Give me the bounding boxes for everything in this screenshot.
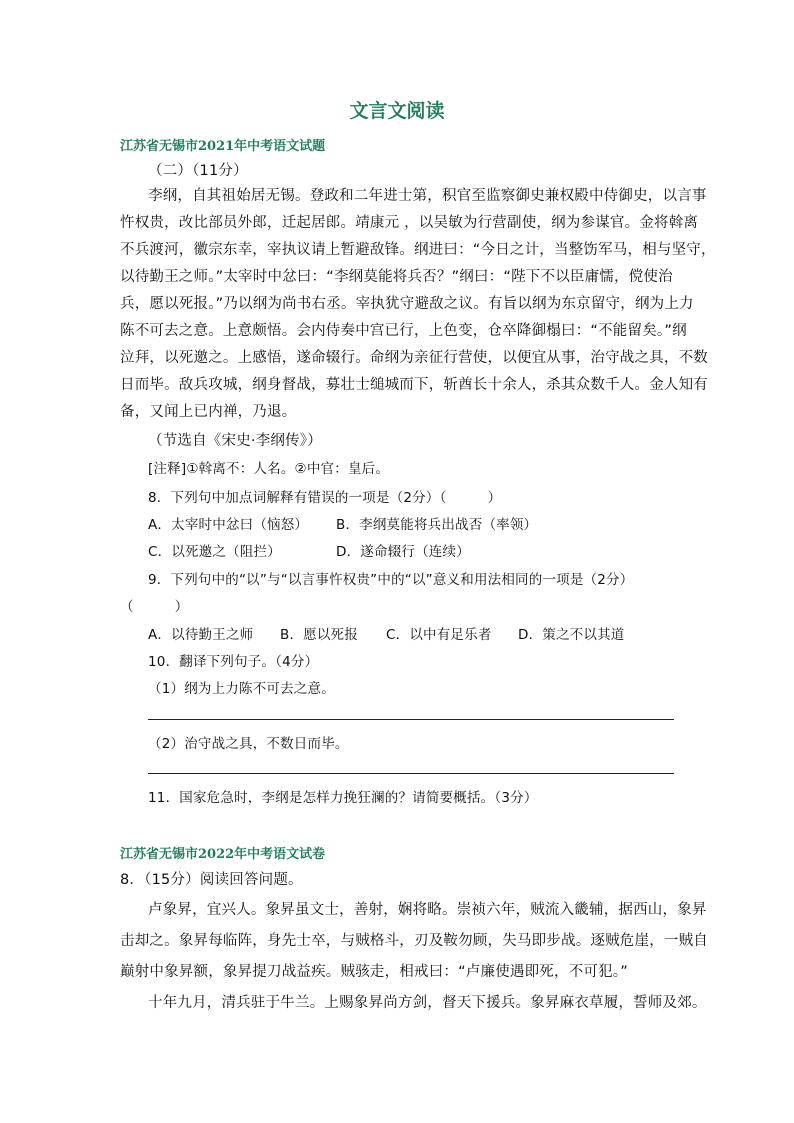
passage-line: 兵，愿以死报。”乃以纲为尚书右丞。宰执犹守避敌之议。有旨以纲为东京留守，纲为上力 bbox=[120, 296, 694, 312]
answer-paren: （ ） bbox=[120, 599, 189, 615]
section-heading: （二）（11分） bbox=[148, 163, 248, 179]
passage-line: 不兵渡河，徽宗东幸，宰执议请上暂避敌锋。纲进曰：“今日之计，当整饬军马，相与坚守， bbox=[120, 242, 716, 258]
passage-line: 陈不可去之意。上意颇悟。会内侍奏中宫已行，上色变，仓卒降御榻曰：“不能留矣。”纲 bbox=[120, 323, 687, 339]
translate-sentence-1: （1）纲为上力陈不可去之意。 bbox=[148, 681, 335, 697]
option-b: B．愿以死报 bbox=[280, 627, 358, 643]
section-heading: 8．（15分）阅读回答问题。 bbox=[120, 872, 303, 888]
question-8: 8．下列句中加点词解释有错误的一项是（2分）（ ） bbox=[148, 490, 502, 506]
question-9: 9．下列句中的“以”与“以言事忤权贵”中的“以”意义和用法相同的一项是（2分） bbox=[148, 572, 634, 588]
page-title: 文言文阅读 bbox=[349, 100, 445, 122]
option-c: C．以中有足乐者 bbox=[386, 627, 492, 643]
notes: [注释]①斡离不：人名。②中官：皇后。 bbox=[148, 461, 390, 477]
passage-line: 巅射中象昇额，象昇提刀战益疾。贼骇走，相戒曰：“卢廉使遇即死，不可犯。” bbox=[120, 964, 628, 980]
citation: （节选自《宋史·李纲传》） bbox=[148, 433, 322, 449]
passage-line: 击却之。象昇每临阵，身先士卒，与贼格斗，刃及鞍勿顾，失马即步战。逐贼危崖，一贼自 bbox=[120, 933, 708, 949]
question-10: 10．翻译下列句子。（4分） bbox=[148, 654, 319, 670]
passage-line: 泣拜，以死邀之。上感悟，遂命辍行。命纲为亲征行营使，以便宜从事，治守战之具，不数 bbox=[120, 350, 708, 366]
answer-line bbox=[148, 719, 674, 720]
option-c: C．以死邀之（阻拦） bbox=[148, 544, 281, 560]
option-a: A．以待勤王之师 bbox=[148, 627, 254, 643]
translate-sentence-2: （2）治守战之具，不数日而毕。 bbox=[148, 736, 349, 752]
section-source: 江苏省无锡市2022年中考语文试卷 bbox=[120, 847, 326, 862]
option-a: A．太宰时中忿曰（恼怒） bbox=[148, 517, 309, 533]
answer-line bbox=[148, 773, 674, 774]
passage-line: 卢象昇，宜兴人。象昇虽文士，善射，娴将略。崇祯六年，贼流入畿辅，据西山，象昇 bbox=[148, 902, 707, 918]
option-d: D．遂命辍行（连续） bbox=[336, 544, 470, 560]
passage-line: 忤权贵，改比部员外郎，迁起居郎。靖康元 ，以吴敏为行营副使，纲为参谋官。金将斡离 bbox=[120, 215, 699, 231]
question-11: 11．国家危急时，李纲是怎样力挽狂澜的？请简要概括。（3分） bbox=[148, 790, 538, 806]
passage-line: 备，又闻上已内禅，乃退。 bbox=[120, 404, 297, 420]
option-b: B．李纲莫能将兵出战否（率领） bbox=[336, 517, 538, 533]
section-source: 江苏省无锡市2021年中考语文试题 bbox=[120, 139, 326, 154]
passage-line: 日而毕。敌兵攻城，纲身督战，募壮士缒城而下，斩酋长十余人，杀其众数千人。金人知有 bbox=[120, 377, 708, 393]
option-d: D．策之不以其道 bbox=[518, 627, 625, 643]
passage-line: 以待勤王之师。”太宰时中忿曰：“李纲莫能将兵否？”纲曰：“陛下不以臣庸懦，傥使治 bbox=[120, 269, 673, 285]
passage-line: 李纲，自其祖始居无锡。登政和二年进士第，积官至监察御史兼权殿中侍御史，以言事 bbox=[148, 188, 707, 204]
passage-line: 十年九月，清兵驻于牛兰。上赐象昇尚方剑，督天下援兵。象昇麻衣草履，誓师及郊。 bbox=[148, 995, 707, 1011]
